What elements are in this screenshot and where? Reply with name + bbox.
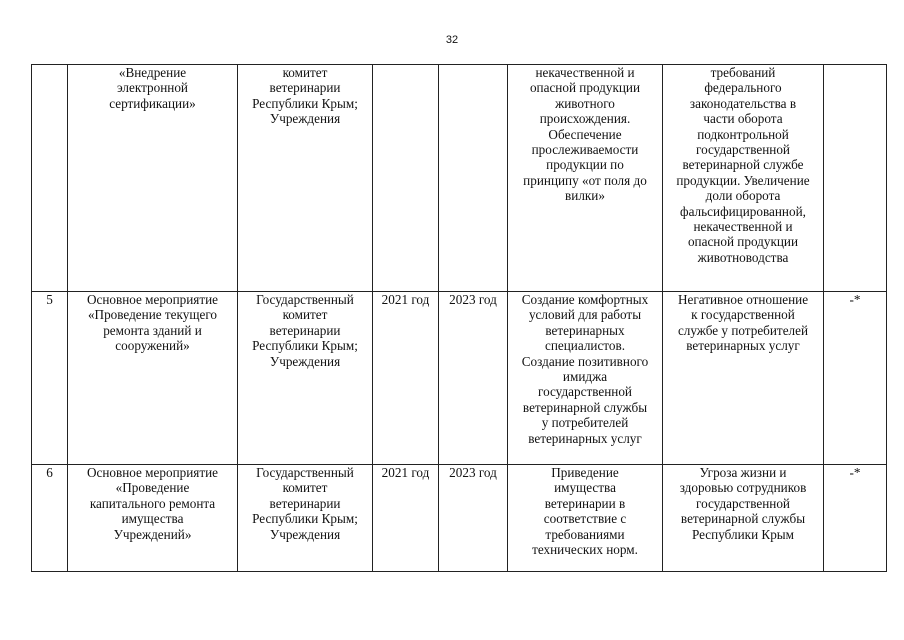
table-row <box>32 65 887 292</box>
start-year-cell <box>373 65 439 292</box>
event-line: сооружений» <box>115 338 190 354</box>
consequence-line: опасной продукции <box>687 234 799 250</box>
result-line: вилки» <box>565 188 605 204</box>
result-cell <box>508 65 663 292</box>
consequence-line: федерального <box>704 80 782 96</box>
executor-cell <box>238 65 373 292</box>
note-cell: -* <box>824 465 887 572</box>
result-line: у потребителей <box>541 415 629 431</box>
result-line: Создание комфортных <box>521 292 649 307</box>
consequence-line: законодательства в <box>689 95 797 111</box>
result-line: продукции по <box>546 157 624 173</box>
event-line: электронной <box>117 80 188 96</box>
consequence-line: некачественной и <box>693 219 793 235</box>
note-cell <box>824 65 887 292</box>
consequence-line: государственной <box>696 495 790 511</box>
consequence-line: Угроза жизни и <box>699 465 787 480</box>
executor-line: комитет <box>282 480 328 496</box>
event-line: сертификации» <box>109 95 196 111</box>
end-year-cell: 2023 год <box>439 465 508 572</box>
event-line: Основное мероприятие <box>86 465 219 480</box>
executor-line: Республики Крым; <box>252 95 358 111</box>
result-line: некачественной и <box>535 65 635 80</box>
consequence-line: ветеринарных услуг <box>686 338 800 354</box>
result-line: государственной <box>538 384 632 400</box>
executor-line: Республики Крым; <box>252 511 358 527</box>
end-year-cell <box>439 65 508 292</box>
result-line: принципу «от поля до <box>523 172 647 188</box>
result-cell <box>508 465 663 572</box>
consequence-line: здоровью сотрудников <box>679 480 807 496</box>
consequence-line: доли оборота <box>705 188 781 204</box>
result-line: Обеспечение <box>548 126 622 142</box>
event-line: капитального ремонта <box>89 495 216 511</box>
start-year-cell: 2021 год <box>373 292 439 465</box>
event-line: Учреждений» <box>113 526 192 542</box>
row-number-cell: 5 <box>32 292 68 465</box>
result-line: специалистов. <box>544 338 626 354</box>
event-line: ремонта зданий и <box>103 322 202 338</box>
executor-line: Государственный <box>256 292 354 307</box>
result-line: происхождения. <box>539 111 631 127</box>
result-line: Приведение <box>551 465 619 480</box>
result-line: Создание позитивного <box>521 353 649 369</box>
executor-line: ветеринарии <box>269 495 341 511</box>
event-cell <box>68 292 238 465</box>
event-line: Основное мероприятие <box>86 292 219 307</box>
result-line: животного <box>555 95 615 111</box>
event-cell <box>68 465 238 572</box>
consequence-line: подконтрольной <box>697 126 789 142</box>
consequence-cell <box>663 65 824 292</box>
consequence-line: службе у потребителей <box>677 322 809 338</box>
result-line: ветеринарных услуг <box>528 430 642 446</box>
result-line: опасной продукции <box>529 80 641 96</box>
result-line: ветеринарных <box>545 322 625 338</box>
event-line: имущества <box>121 511 184 527</box>
row-number-cell <box>32 65 68 292</box>
table-row <box>32 465 887 572</box>
result-line: имиджа <box>562 369 608 385</box>
executor-line: Учреждения <box>269 353 341 369</box>
executor-line: Государственный <box>256 465 354 480</box>
result-line: соответствие с <box>543 511 627 527</box>
consequence-line: животноводства <box>697 249 789 265</box>
executor-line: комитет <box>282 307 328 323</box>
consequence-line: ветеринарной службе <box>682 157 804 173</box>
result-cell <box>508 292 663 465</box>
event-line: «Проведение текущего <box>87 307 218 323</box>
measures-table <box>31 64 887 572</box>
consequence-line: ветеринарной службы <box>680 511 806 527</box>
consequence-line: продукции. Увеличение <box>676 172 810 188</box>
executor-line: ветеринарии <box>269 80 341 96</box>
consequence-line: Республики Крым <box>691 526 795 542</box>
event-line: «Проведение <box>115 480 190 496</box>
page-number: 32 <box>445 34 459 46</box>
consequence-line: к государственной <box>691 307 795 323</box>
note-cell: -* <box>824 292 887 465</box>
end-year-cell: 2023 год <box>439 292 508 465</box>
consequence-line: требований <box>710 65 776 80</box>
table-row <box>32 292 887 465</box>
executor-line: Республики Крым; <box>252 338 358 354</box>
consequence-cell <box>663 292 824 465</box>
executor-line: Учреждения <box>269 526 341 542</box>
start-year-cell: 2021 год <box>373 465 439 572</box>
executor-cell <box>238 292 373 465</box>
event-line: «Внедрение <box>118 65 187 80</box>
result-line: ветеринарии в <box>544 495 626 511</box>
consequence-line: фальсифицированной, <box>680 203 806 219</box>
executor-cell <box>238 465 373 572</box>
result-line: ветеринарной службы <box>522 399 648 415</box>
consequence-line: части оборота <box>703 111 783 127</box>
consequence-cell <box>663 465 824 572</box>
consequence-line: государственной <box>696 142 790 158</box>
row-number-cell: 6 <box>32 465 68 572</box>
event-cell <box>68 65 238 292</box>
executor-line: Учреждения <box>269 111 341 127</box>
executor-line: комитет <box>282 65 328 80</box>
executor-line: ветеринарии <box>269 322 341 338</box>
consequence-line: Негативное отношение <box>677 292 809 307</box>
result-line: условий для работы <box>528 307 642 323</box>
result-line: технических норм. <box>532 542 638 558</box>
result-line: прослеживаемости <box>531 142 639 158</box>
result-line: требованиями <box>545 526 625 542</box>
result-line: имущества <box>554 480 616 496</box>
